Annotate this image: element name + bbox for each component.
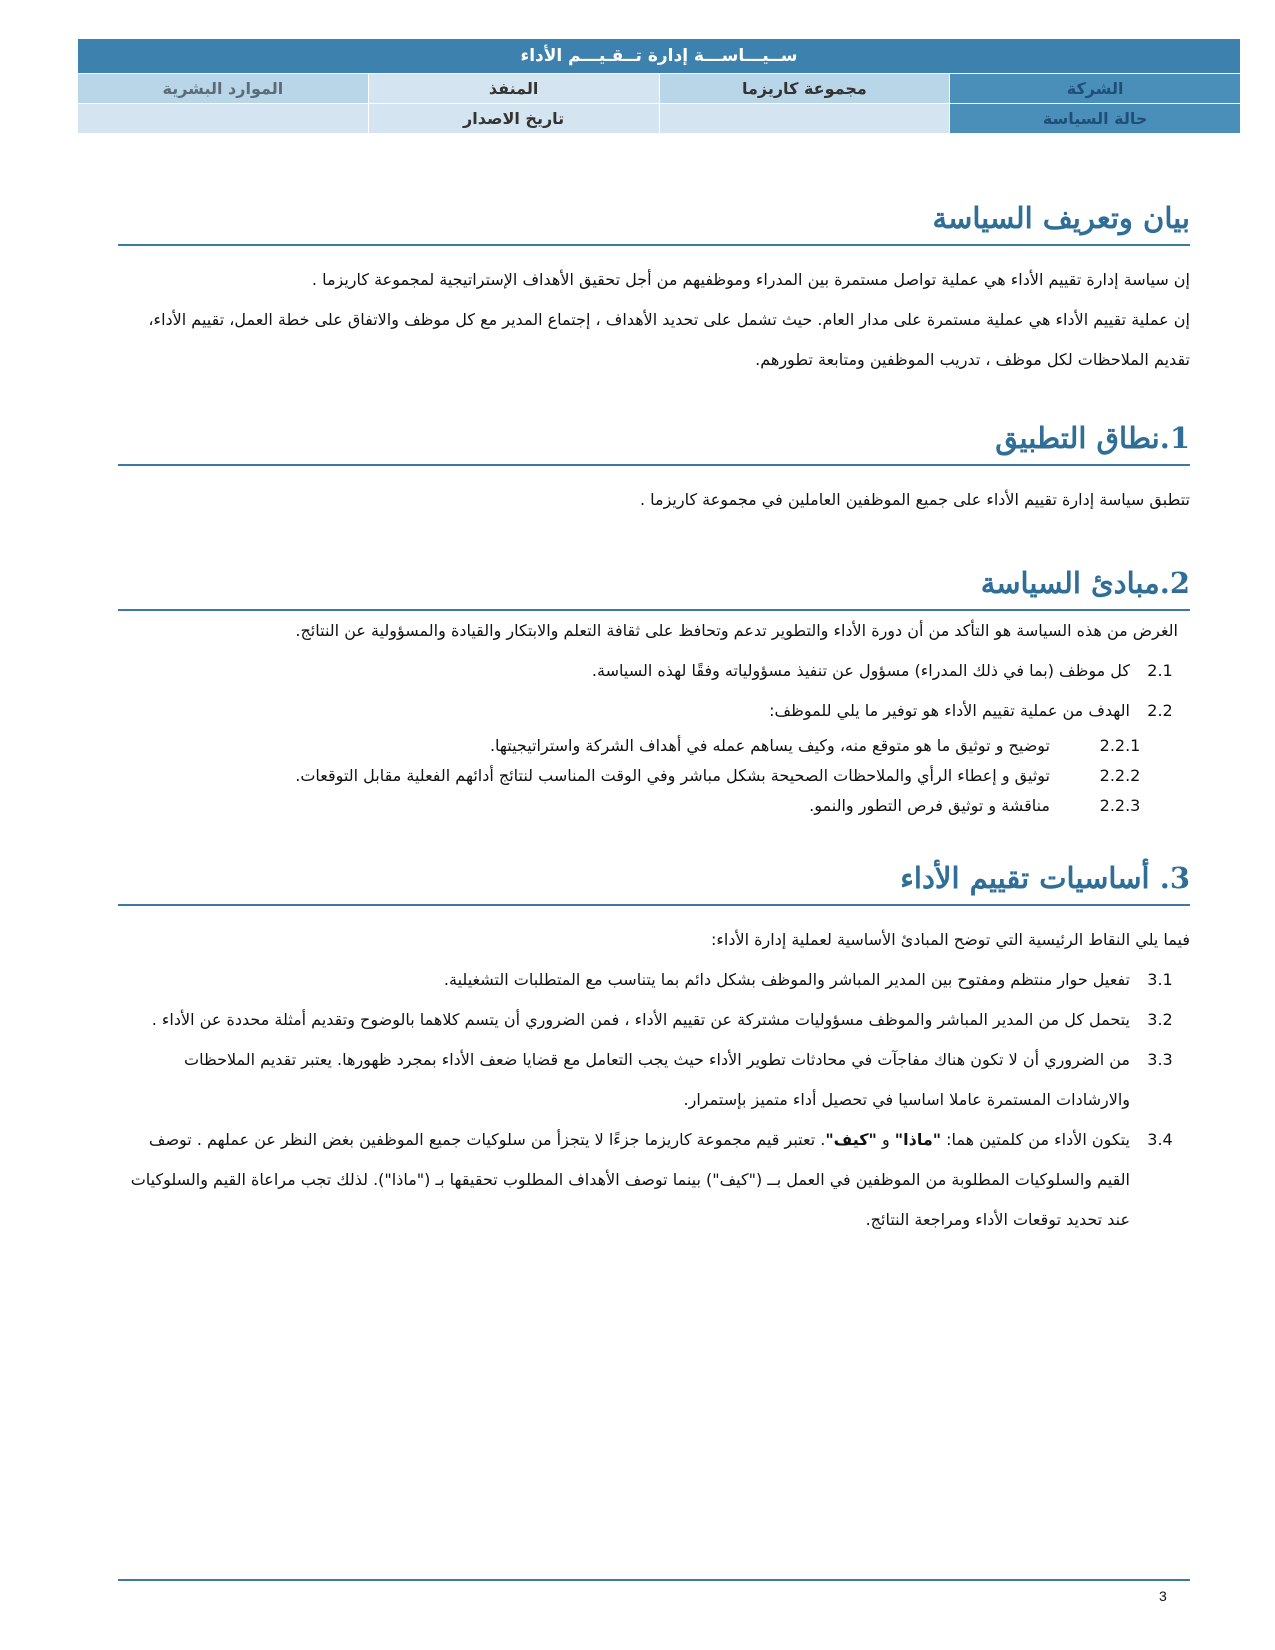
footer-divider [118,1579,1190,1581]
list-item [118,1000,1190,1040]
how-term: "كيف" [825,1129,877,1149]
section-heading: بيان وتعريف السياسة [118,200,1190,246]
item-number: 3.3 [1147,1049,1173,1069]
list-item [118,1040,1190,1120]
section-principles [118,565,1190,821]
item-number: 3.4 [1147,1129,1173,1149]
company-label: الشركة [950,74,1241,104]
paragraph: إن سياسة إدارة تقييم الأداء هي عملية تواصل مستمرة بين المدراء وموظفيهم من أجل تحقيق الأهداف الإستراتيجية لمجموعة كاريزما . [311,269,1190,289]
paragraph: إن عملية تقييم الأداء هي عملية مستمرة على مدار العام. حيث تشمل على تحديد الأهداف ، إجتماع المدير مع كل موظف والاتفاق على خطة العمل، تقييم الأداء، تقديم الملاحظات لكل موظف ، تدريب الموظفين ومتابعة تطورهم. [148,309,1190,369]
item-text-part: يتكون الأداء من كلمتين هما: [941,1129,1130,1149]
status-label: حالة السياسة [950,104,1241,134]
list-item [118,691,1190,731]
what-term: "ماذا" [894,1129,942,1149]
policy-title: ســيـــاســـة إدارة تــقـيـــم الأداء [78,39,1241,74]
item-number: 3.1 [1147,969,1173,989]
item-number: 3.2 [1147,1009,1173,1029]
item-text: يتحمل كل من المدير المباشر والموظف مسؤوليات مشتركة عن تقييم الأداء ، فمن الضروري أن يتسم كلاهما بالوضوح وتقديم أمثلة محددة عن الأداء . [151,1009,1130,1029]
item-text: الهدف من عملية تقييم الأداء هو توفير ما يلي للموظف: [769,700,1130,720]
item-number: 2.1 [1147,660,1173,680]
list-item [118,1120,1190,1240]
item-text: تفعيل حوار منتظم ومفتوح بين المدير المباشر والموظف بشكل دائم بما يتناسب مع المتطلبات التشغيلية. [443,969,1130,989]
section-heading: 1.نطاق التطبيق [118,420,1190,466]
item-text: من الضروري أن لا تكون هناك مفاجآت في محادثات تطوير الأداء حيث يجب التعامل مع قضايا ضعف الأداء بمجرد ظهورها. يعتبر تقديم الملاحظات والارشادات المستمرة عاملا اساسيا في تحصيل أداء متميز بإستمرار. [184,1049,1130,1109]
status-value [659,104,950,134]
item-text-part: و [876,1129,895,1149]
item-number: 2.2.3 [1099,795,1141,815]
item-text [118,1120,1130,1240]
list-item [118,791,1190,821]
list-item [118,731,1190,761]
section-intro [118,200,1190,380]
item-number: 2.2 [1147,700,1173,720]
list-item [118,651,1190,691]
section-heading: 3. أساسيات تقييم الأداء [118,860,1190,906]
company-value: مجموعة كاريزما [659,74,950,104]
item-text: توضيح و توثيق ما هو متوقع منه، وكيف يساهم عمله في أهداف الشركة واستراتيجيتها. [489,735,1050,755]
page-number: 3 [1159,1588,1167,1604]
paragraph: تتطبق سياسة إدارة تقييم الأداء على جميع الموظفين العاملين في مجموعة كاريزما . [639,489,1190,509]
owner-value: الموارد البشرية [78,74,369,104]
issue-date-label: تاريخ الاصدار [368,104,659,134]
item-text: كل موظف (بما في ذلك المدراء) مسؤول عن تنفيذ مسؤولياته وفقًا لهذه السياسة. [591,660,1130,680]
item-text: مناقشة و توثيق فرص التطور والنمو. [809,795,1050,815]
list-item [118,960,1190,1000]
paragraph: فيما يلي النقاط الرئيسية التي توضح المبادئ الأساسية لعملية إدارة الأداء: [711,929,1190,949]
list-item [118,761,1190,791]
policy-header-table [77,38,1241,134]
section-heading: 2.مبادئ السياسة [118,565,1190,611]
section-fundamentals [118,860,1190,1240]
owner-label: المنفذ [368,74,659,104]
section-scope [118,420,1190,520]
paragraph: الغرض من هذه السياسة هو التأكد من أن دورة الأداء والتطوير تدعم وتحافظ على ثقافة التعلم والابتكار والقيادة والمسؤولية عن النتائج. [295,620,1178,640]
item-text: توثيق و إعطاء الرأي والملاحظات الصحيحة بشكل مباشر وفي الوقت المناسب لنتائج أدائهم الفعلية مقابل التوقعات. [295,765,1050,785]
issue-date-value [78,104,369,134]
item-number: 2.2.1 [1099,735,1141,755]
item-text-part: . تعتبر قيم مجموعة كاريزما جزءًا لا يتجزأ من سلوكيات جميع الموظفين بغض النظر عن عملهم . توصف القيم والسلوكيات المطلوبة من الموظفين في العمل بــ ("كيف") بينما توصف الأهداف المطلوب تحقيقها بـ ("ماذا"). لذلك تجب مراعاة القيم والسلوكيات عند تحديد توقعات الأداء ومراجعة النتائج. [130,1129,1130,1229]
item-number: 2.2.2 [1099,765,1141,785]
